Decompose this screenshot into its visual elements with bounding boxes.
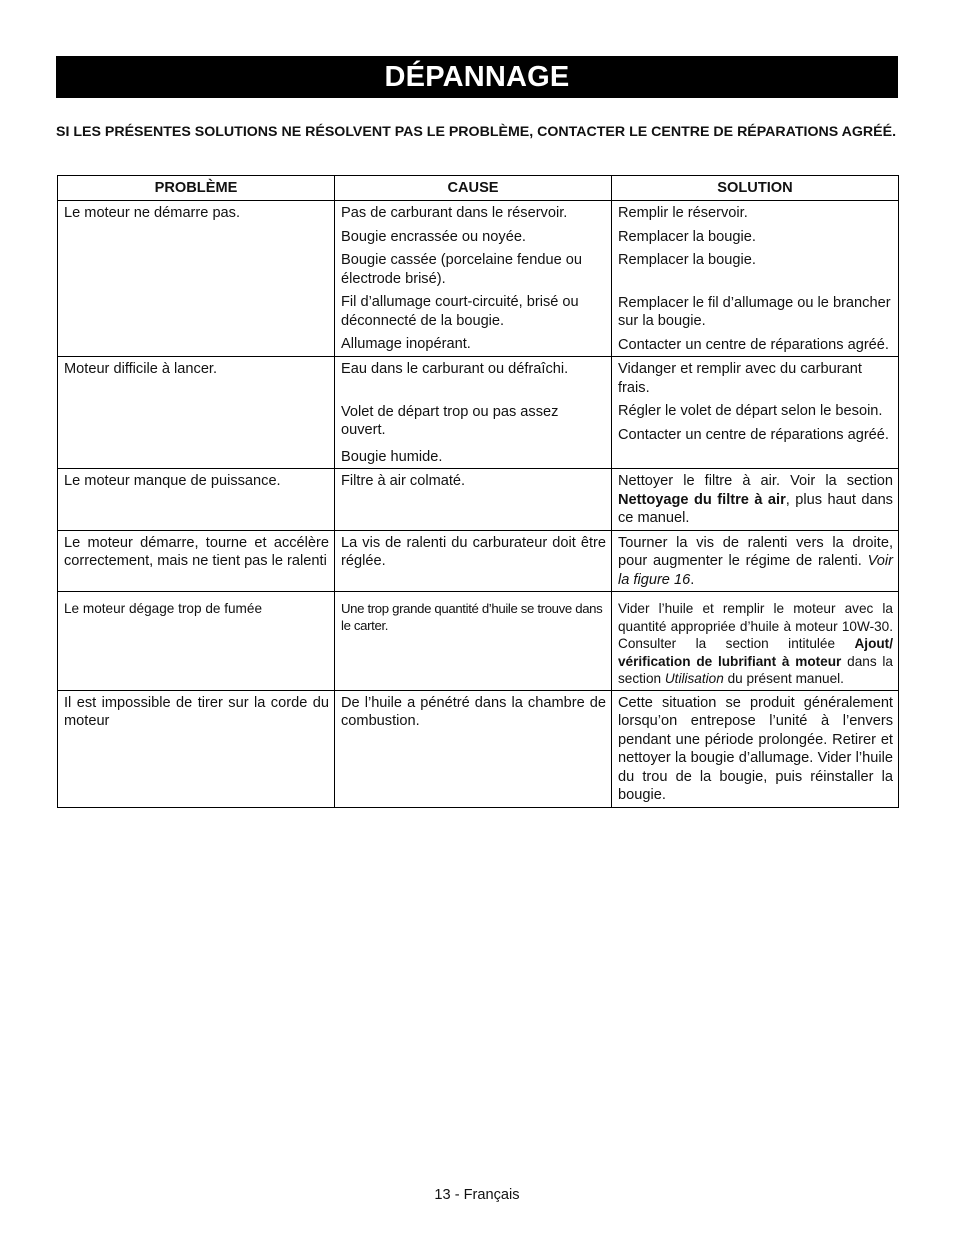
solution-text: Nettoyer le filtre à air. Voir la section <box>618 473 893 489</box>
cause-item: De l’huile a pénétré dans la chambre de combustion. <box>341 694 606 729</box>
table-row <box>58 530 899 592</box>
cause-cell <box>335 201 612 357</box>
solution-cell <box>612 201 899 357</box>
solution-cell <box>612 530 899 592</box>
cause-item: Fil d’allumage court-circuité, brisé ou déconnecté de la bougie. <box>341 294 579 329</box>
solution-text: , plus haut dans ce manuel. <box>618 491 893 526</box>
solution-item: Remplacer le fil d’allumage ou le brancher sur la bougie. <box>618 294 891 329</box>
solution-item: Régler le volet de départ selon le besoin. <box>618 403 883 419</box>
cause-item: Pas de carburant dans le réservoir. <box>341 205 568 221</box>
problem-text: Moteur difficile à lancer. <box>64 361 218 377</box>
cause-item: Une trop grande quantité d’huile se trouve dans le carter. <box>341 601 603 634</box>
problem-cell <box>58 690 335 807</box>
cause-item: Eau dans le carburant ou défraîchi. <box>341 361 569 377</box>
solution-item: Remplacer la bougie. <box>618 252 756 268</box>
cause-item: Bougie cassée (porcelaine fendue ou électrode brisé). <box>341 252 582 287</box>
problem-cell <box>58 201 335 357</box>
cause-cell <box>335 469 612 531</box>
problem-text: Le moteur ne démarre pas. <box>64 205 241 221</box>
warning-notice: SI LES PRÉSENTES SOLUTIONS NE RÉSOLVENT PAS LE PROBLÈME, CONTACTER LE CENTRE DE RÉPARATIONS AGRÉÉ. <box>56 124 897 140</box>
cause-item: Allumage inopérant. <box>341 336 471 352</box>
table-row <box>58 201 899 357</box>
problem-cell <box>58 530 335 592</box>
problem-cell <box>58 469 335 531</box>
problem-cell <box>58 592 335 691</box>
table-row <box>58 357 899 469</box>
cause-cell <box>335 530 612 592</box>
solution-text: Cette situation se produit généralement lorsqu’on entrepose l’unité à l’envers pendant une période prolongée. Retirer et nettoyer la bougie d’allumage. Vider l’huile du trou de la bougie, puis réinstaller la bougie. <box>618 694 893 803</box>
cause-item: Bougie encrassée ou noyée. <box>341 228 526 245</box>
cause-item: Bougie humide. <box>341 448 443 465</box>
cause-cell <box>335 357 612 469</box>
solution-item: Remplir le réservoir. <box>618 205 748 221</box>
problem-text: Le moteur démarre, tourne et accélère correctement, mais ne tient pas le ralenti <box>64 534 329 569</box>
solution-text: . <box>690 571 695 588</box>
header-cause: CAUSE <box>335 176 612 201</box>
solution-text: du présent manuel. <box>723 671 844 686</box>
page-title: DÉPANNAGE <box>56 56 898 98</box>
cause-item: La vis de ralenti du carburateur doit être réglée. <box>341 534 606 569</box>
table-header-row <box>58 176 899 201</box>
problem-text: Le moteur manque de puissance. <box>64 473 281 489</box>
solution-cell <box>612 357 899 469</box>
section-reference: Ajout/ vérification de lubrifiant à moteur <box>618 636 893 669</box>
solution-cell <box>612 469 899 531</box>
solution-item: Remplacer la bougie. <box>618 228 756 245</box>
solution-item: Contacter un centre de réparations agréé. <box>618 426 889 443</box>
solution-text: Tourner la vis de ralenti vers la droite, pour augmenter le régime de ralenti. <box>618 534 893 569</box>
troubleshooting-table <box>57 175 899 808</box>
problem-text: Le moteur dégage trop de fumée <box>64 601 262 616</box>
cause-item: Volet de départ trop ou pas assez ouvert. <box>341 403 559 438</box>
header-solution: SOLUTION <box>612 176 899 201</box>
table-row <box>58 469 899 531</box>
solution-item: Contacter un centre de réparations agréé. <box>618 336 889 353</box>
figure-reference: Voir la figure 16 <box>618 553 893 588</box>
section-reference: Nettoyage du filtre à air <box>618 491 786 508</box>
solution-text: Vider l’huile et remplir le moteur avec la quantité appropriée d’huile à moteur 10W-30. Consulter la section intitulée <box>618 601 893 651</box>
page-footer: 13 - Français <box>434 1187 520 1203</box>
solution-cell <box>612 592 899 691</box>
solution-cell <box>612 690 899 807</box>
section-reference-italic: Utilisation <box>664 671 724 686</box>
problem-cell <box>58 357 335 469</box>
cause-item: Filtre à air colmaté. <box>341 473 466 489</box>
solution-item: Vidanger et remplir avec du carburant frais. <box>618 361 862 396</box>
cause-cell <box>335 592 612 691</box>
cause-cell <box>335 690 612 807</box>
problem-text: Il est impossible de tirer sur la corde du moteur <box>64 694 329 729</box>
table-row <box>58 690 899 807</box>
header-problem: PROBLÈME <box>58 176 335 201</box>
table-row <box>58 592 899 691</box>
solution-text: dans la section <box>618 653 893 686</box>
